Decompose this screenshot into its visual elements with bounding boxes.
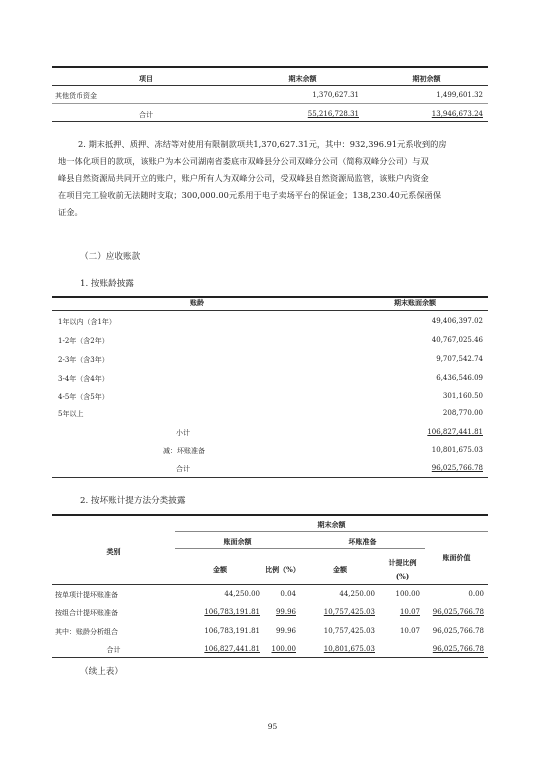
table2-row-label: 2-3年（含3年） [58, 356, 109, 364]
page-number: 95 [267, 722, 278, 731]
table1-row-opening: 1,499,601.32 [436, 91, 483, 99]
table3-subgroup-rule [175, 548, 425, 549]
table3-row-provision: 100.00 [395, 590, 420, 598]
table1-row-divider [52, 103, 488, 104]
table3-row-provision: 10.07 [399, 608, 420, 616]
table2-row-value: 9,707,542.74 [436, 355, 483, 363]
table3-row-label: 按组合计提坏账准备 [55, 609, 118, 617]
table3-header-book-balance: 账面余额 [223, 537, 252, 546]
table2-bad-debt-label: 减：坏账准备 [163, 447, 205, 455]
table2-bottom-rule [52, 477, 488, 478]
table3-header-ratio: 比例（%） [265, 565, 300, 574]
table2-row-label: 5年以上 [58, 410, 84, 418]
table2-row-value: 49,406,397.02 [431, 317, 483, 325]
table1-bottom-rule [52, 121, 488, 122]
table3-header-bad-debt: 坏账准备 [348, 537, 377, 546]
table3-total-bad-debt: 10,801,675.03 [323, 645, 375, 653]
table3-row-provision: 10.07 [399, 627, 420, 635]
table2-total-value: 96,025,766.78 [431, 464, 483, 472]
table2-header-balance: 期末账面余额 [394, 298, 436, 307]
table1-header-closing: 期末余额 [288, 74, 317, 83]
table3-row-amount: 44,250.00 [224, 590, 260, 598]
table3-total-book-value: 96,025,766.78 [432, 645, 484, 653]
table2-header-aging: 账龄 [190, 298, 204, 307]
table3-row-bad-debt: 44,250.00 [339, 590, 375, 598]
table1-row-label: 其他货币资金 [55, 92, 97, 100]
table2-subtotal-value: 106,827,441.81 [427, 428, 483, 436]
table2-row-label: 1-2年（含2年） [58, 337, 109, 345]
table3-row-amount: 106,783,191.81 [204, 608, 260, 616]
table3-group-header: 期末余额 [317, 520, 346, 529]
table3-header-provision-ratio: 计提比例 [388, 558, 417, 567]
paragraph-line-1: 2. 期末抵押、质押、冻结等对使用有限制款项共1,370,627.31元，其中：932,396.91元系收到的房 [78, 139, 447, 149]
table3-row-ratio: 99.96 [275, 608, 296, 616]
table3-header-amount-2: 金额 [333, 565, 347, 574]
table2-row-value: 40,767,025.46 [431, 336, 483, 344]
table3-header-amount: 金额 [213, 565, 227, 574]
table3-total-ratio: 100.00 [271, 645, 296, 653]
table2-row-label: 3-4年（含4年） [58, 375, 109, 383]
section-title-receivables: （二）应收账款 [80, 252, 141, 262]
table2-row-label: 1年以内（含1年） [58, 318, 116, 326]
table2-total-label: 合计 [176, 465, 190, 473]
paragraph-line-2: 地一体化项目的款项，该账户为本公司湖南省娄底市双峰县分公司双峰分公司（简称双峰分公司）与双 [58, 156, 429, 166]
table2-row-value: 6,436,546.09 [436, 374, 483, 382]
subsection-title-aging: 1. 按账龄披露 [80, 279, 134, 289]
table3-row-book-value: 0.00 [468, 590, 484, 598]
table3-row-amount: 106,783,191.81 [204, 627, 260, 635]
paragraph-line-3: 峰县自然资源局共同开立的账户，账户所有人为双峰分公司，受双峰县自然资源局监管，该账户内资金 [58, 173, 429, 183]
paragraph-line-5: 证金。 [58, 207, 83, 217]
subsection-title-classification: 2. 按坏账计提方法分类披露 [80, 496, 186, 506]
table3-row-book-value: 96,025,766.78 [432, 608, 484, 616]
table3-row-bad-debt: 10,757,425.03 [323, 608, 375, 616]
table2-bad-debt-value: 10,801,675.03 [431, 446, 483, 454]
table3-total-amount: 106,827,441.81 [204, 645, 260, 653]
table3-row-ratio: 99.96 [275, 627, 296, 635]
table2-row-label: 4-5年（含5年） [58, 393, 109, 401]
table1-total-label: 合计 [139, 111, 153, 119]
table3-row-bad-debt: 10,757,425.03 [323, 627, 375, 635]
table3-header-category: 类别 [106, 547, 121, 556]
table2-row-value: 208,770.00 [442, 409, 483, 417]
table1-total-closing: 55,216,728.31 [307, 110, 359, 118]
continued-note: （续上表） [80, 667, 123, 677]
paragraph-line-4: 在项目完工验收前无法随时支取；300,000.00元系用于电子卖场平台的保证金；138,230.40元系保函保 [58, 190, 442, 200]
table2-header-rule [52, 310, 488, 311]
table3-row-ratio: 0.04 [280, 590, 296, 598]
table3-group-rule [175, 531, 488, 532]
table1-total-opening: 13,946,673.24 [431, 110, 483, 118]
table1-header-rule [52, 85, 488, 86]
table1-header-item: 项目 [139, 74, 153, 83]
table2-row-value: 301,160.50 [442, 392, 483, 400]
table3-header-provision-ratio-unit: (%) [395, 572, 410, 581]
table3-header-rule [52, 584, 488, 585]
table3-header-book-value: 账面价值 [442, 553, 471, 562]
table3-top-rule [52, 514, 488, 516]
table3-row-book-value: 96,025,766.78 [432, 627, 484, 635]
table1-header-opening: 期初余额 [412, 74, 441, 83]
table3-bottom-rule [52, 657, 488, 658]
table2-subtotal-label: 小计 [176, 429, 190, 437]
table3-row-label: 按单项计提坏账准备 [55, 591, 118, 599]
table3-total-label: 合计 [106, 646, 121, 654]
table1-row-closing: 1,370,627.31 [312, 91, 359, 99]
table1-top-rule [52, 66, 488, 68]
table3-row-label: 其中：账龄分析组合 [55, 628, 118, 636]
